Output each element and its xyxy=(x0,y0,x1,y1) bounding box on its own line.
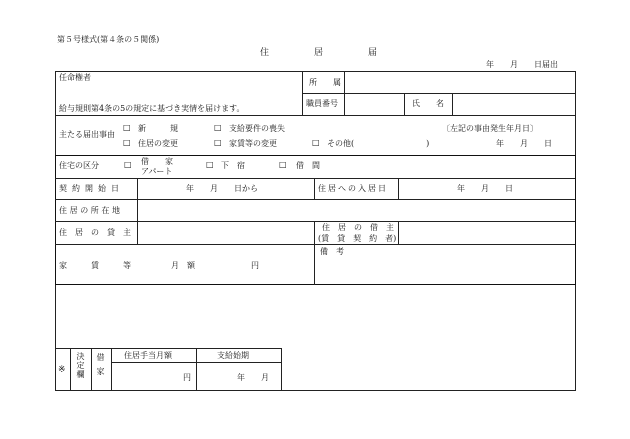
decision-mark: ※ xyxy=(58,365,66,375)
rent-house-col-label: 借家 xyxy=(96,353,105,381)
reason-new: 新 規 xyxy=(138,124,178,133)
reason-rent-change: 家賃等の変更 xyxy=(229,139,277,148)
dept-label: 所 属 xyxy=(309,78,341,87)
tenant-sub-label: (賃 貸 契 約 者) xyxy=(318,234,397,243)
checkbox-rent-change[interactable]: □ xyxy=(214,138,222,147)
checkbox-rent-house[interactable]: □ xyxy=(124,160,132,169)
filing-date: 年 月 日届出 xyxy=(486,60,558,69)
tenant-label: 住 居 の 借 主 xyxy=(322,223,394,232)
decision-col-label: 決定欄 xyxy=(76,352,85,379)
start-value: 年 月 xyxy=(237,373,269,382)
rent-label: 家 賃 等 xyxy=(59,261,131,270)
staff-no-label: 職員番号 xyxy=(306,99,338,108)
checkbox-loss[interactable]: □ xyxy=(214,123,222,132)
start-label: 支給始期 xyxy=(217,351,249,360)
type-room: 借 間 xyxy=(296,161,320,170)
reason-other: その他( ) xyxy=(327,139,430,148)
type-rent-house: 借 家 xyxy=(141,157,173,166)
address-label: 住居の所在地 xyxy=(59,206,123,215)
checkbox-new[interactable]: □ xyxy=(123,123,131,132)
appointer-label: 任命権者 xyxy=(59,73,91,82)
type-lodging: 下 宿 xyxy=(221,161,245,170)
allowance-value: 円 xyxy=(183,373,191,382)
move-in-label: 住居への入居日 xyxy=(318,184,388,193)
occur-date-value: 年 月 日 xyxy=(496,139,552,148)
type-apartment: アパート xyxy=(141,167,173,176)
checkbox-other[interactable]: □ xyxy=(312,138,320,147)
checkbox-lodging[interactable]: □ xyxy=(206,160,214,169)
reason-label: 主たる届出事由 xyxy=(59,130,115,139)
reason-residence-change: 住居の変更 xyxy=(138,139,178,148)
contract-start-label: 契約開始日 xyxy=(59,184,124,193)
statement-text: 給与規則第4条の5の規定に基づき実情を届けます。 xyxy=(59,104,245,113)
checkbox-residence-change[interactable]: □ xyxy=(123,138,131,147)
landlord-label: 住 居 の 貸 主 xyxy=(59,228,131,237)
name-label: 氏 名 xyxy=(412,99,444,108)
rent-value: 月 額 円 xyxy=(171,261,259,270)
housing-type-label: 住宅の区分 xyxy=(59,161,99,170)
reason-loss: 支給要件の喪失 xyxy=(229,124,285,133)
notes-label: 備 考 xyxy=(320,247,344,256)
move-in-value: 年 月 日 xyxy=(457,184,513,193)
checkbox-room[interactable]: □ xyxy=(279,160,287,169)
form-number: 第５号様式(第４条の５関係) xyxy=(57,35,160,44)
allowance-label: 住居手当月額 xyxy=(124,351,172,360)
contract-start-value: 年 月 日から xyxy=(186,184,258,193)
form-title: 住 居 届 xyxy=(260,48,378,58)
occur-date-label: 〔左記の事由発生年月日〕 xyxy=(442,124,538,133)
